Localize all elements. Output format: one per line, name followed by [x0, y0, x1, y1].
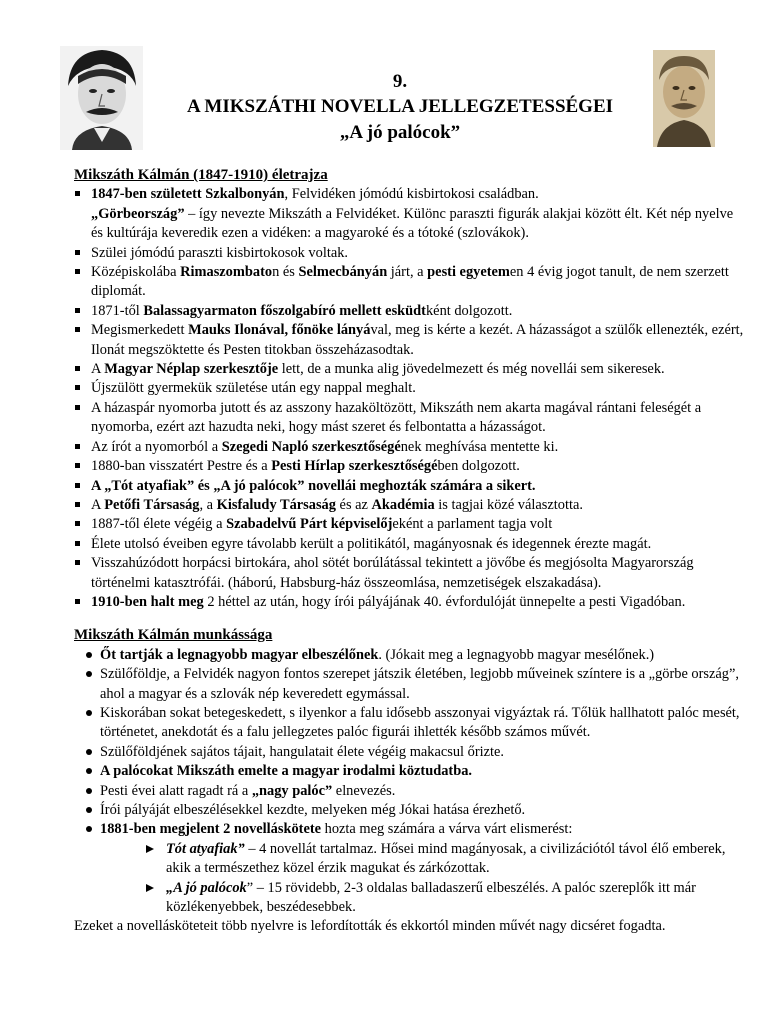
text-segment: n és	[272, 264, 299, 281]
text-segment: Selmecbányán	[298, 264, 388, 281]
text-segment: Megismerkedett	[91, 322, 189, 339]
works-item	[74, 743, 744, 762]
page-subtitle: „A jó palócok”	[339, 122, 461, 143]
document-body	[74, 166, 744, 937]
text-segment: is tagjai közé választotta.	[434, 496, 583, 513]
text-segment: és az	[335, 496, 372, 513]
text-segment: elnevezés.	[332, 782, 396, 799]
text-segment: Balassagyarmaton főszolgabíró mellett esküdt	[143, 302, 426, 319]
text-segment: – 4 novellát tartalmaz. Hősei mind magányosak, a civilizációtól távol élő emberek, akik a természethez közel érzik magukat és zárkózottak.	[166, 840, 726, 877]
text-segment: Kiskorában sokat betegeskedett, s ilyenkor a falu idősebb asszonyai vigyáztak rá. Tőlük hallhatott palóc mesét, történetet, anekdotát és a falu jellegzetes palóc figurái ihlették később számos művét.	[100, 704, 740, 741]
text-segment: – így nevezte Mikszáth a Felvidéket. Különc paraszti figurák alakjai között élt. Két nép nyelve és kultúrája keveredik ezen a vidéken: a magyaroké és a tótoké (szlovákok).	[91, 205, 734, 242]
text-segment: eként a parlament tagja volt	[392, 516, 553, 533]
text-segment: . (Jókait meg a legnagyobb magyar mesélőnek.)	[378, 646, 655, 663]
biography-item	[74, 515, 744, 534]
text-segment: hozta meg számára a várva várt elismerést:	[321, 821, 573, 838]
works-item	[74, 646, 744, 665]
text-segment: Őt tartják a legnagyobb magyar elbeszélőnek	[100, 646, 379, 663]
closing-paragraph: Ezeket a novellásköteteit több nyelvre is lefordították és ekkortól minden művét nagy dicséret fogadta.	[74, 918, 666, 935]
portrait-old-image	[653, 50, 715, 147]
text-segment: Írói pályáját elbeszélésekkel kezdte, melyeken még Jókai hatása érezhető.	[100, 802, 526, 818]
works-item	[74, 820, 744, 839]
text-segment: Szabadelvű Párt képviselőj	[226, 516, 393, 533]
lesson-number: 9.	[392, 71, 408, 92]
text-segment: A „Tót atyafiak” és „A jó palócok” novellái meghozták számára a sikert.	[91, 477, 536, 494]
biography-item	[74, 321, 744, 360]
text-segment: járt, a	[387, 264, 428, 281]
text-segment: ” – 15 rövidebb, 2-3 oldalas balladaszerű elbeszélés. A palóc szereplők itt már közlékenyebbek, beszédesebbek.	[166, 879, 696, 916]
text-segment: 1887-től élete végéig a	[91, 516, 227, 533]
biography-item	[74, 554, 744, 593]
biography-item	[74, 593, 744, 612]
biography-item	[74, 302, 744, 321]
biography-item	[74, 185, 744, 204]
text-segment: Szegedi Napló szerkesztőségé	[221, 438, 401, 455]
text-segment: ben dolgozott.	[437, 458, 520, 475]
works-item	[74, 782, 744, 801]
text-segment: pesti egyetem	[427, 264, 510, 281]
text-segment: Az írót a nyomorból a	[91, 438, 222, 455]
text-segment: Tót atyafiak”	[166, 840, 245, 857]
text-segment: „A jó palócok	[166, 879, 247, 896]
portrait-young-image	[60, 46, 143, 150]
works-item	[74, 762, 744, 781]
works-item	[74, 704, 744, 743]
text-segment: 1847-ben született Szkalbonyán	[91, 186, 285, 203]
text-segment: 1881-ben megjelent 2 novelláskötete	[100, 821, 322, 838]
text-segment: Pesti évei alatt ragadt rá a	[100, 782, 252, 799]
portrait-old-mikszath	[653, 50, 715, 147]
text-segment: Pesti Hírlap szerkesztőségé	[271, 458, 438, 475]
text-segment: Szülőföldje, a Felvidék nagyon fontos szerepet játszik életében, legjobb műveinek színtere is a „görbe ország”, ahol a magyar és a szlovák nép keveredett egymással.	[100, 666, 739, 702]
text-segment: 1910-ben halt meg	[91, 593, 204, 610]
biography-item	[74, 244, 744, 263]
works-sub-list	[74, 840, 744, 918]
text-segment: Mauks Ilonával, főnöke lányá	[188, 322, 371, 339]
text-segment: val, meg is kérte a kezét. A házasságot a szülők ellenezték, ezért, Ilonát megszöktette és Pesten titokban összeházasodtak.	[91, 322, 744, 358]
text-segment: A házaspár nyomorba jutott és az asszony hazaköltözött, Mikszáth nem akarta magával rántani feleségét a nyomorba, ezért azt hazudta neki, hogy mást szeret és felbontatta a házasságot.	[91, 399, 702, 436]
text-segment: Visszahúzódott horpácsi birtokára, ahol sötét borúlátással tekintett a jövőbe és megjósolta Magyarország történelmi katasztrófái. (háború, Habsburg-ház összeomlása, nemzetiségek elszakadása).	[91, 555, 694, 591]
biography-heading: Mikszáth Kálmán (1847-1910) életrajza	[74, 167, 328, 183]
text-segment: 1871-től	[91, 302, 144, 319]
page-title: A MIKSZÁTHI NOVELLA JELLEGZETESSÉGEI	[186, 96, 614, 117]
text-segment: „nagy palóc”	[251, 782, 333, 799]
biography-item	[74, 535, 744, 554]
works-list	[74, 646, 744, 840]
portrait-young-mikszath	[60, 46, 143, 150]
biography-item	[74, 379, 744, 398]
text-segment: 1880-ban visszatért Pestre és a	[91, 458, 272, 475]
works-sub-item	[74, 879, 744, 918]
text-segment: Középiskolába	[91, 264, 181, 281]
biography-list	[74, 185, 744, 612]
works-item	[74, 801, 744, 820]
text-segment: Magyar Néplap szerkesztője	[104, 361, 279, 378]
works-heading: Mikszáth Kálmán munkássága	[74, 627, 273, 644]
text-segment: nek meghívása mentette ki.	[400, 438, 559, 455]
text-segment: Petőfi Társaság	[104, 496, 200, 513]
biography-item	[74, 457, 744, 476]
biography-item	[74, 205, 744, 244]
text-segment: lett, de a munka alig jövedelmezett és még novellái sem sikeresek.	[278, 361, 665, 378]
text-segment: , a	[199, 496, 217, 513]
text-segment: A	[91, 496, 105, 513]
text-segment: 2 héttel az után, hogy írói pályájának 40. évfordulóját ünnepelte a pesti Vigadóban.	[203, 593, 686, 610]
text-segment: Élete utolsó éveiben egyre távolabb került a politikától, magányosnak és idegennek érezte magát.	[91, 535, 652, 552]
text-segment: Rimaszombato	[180, 264, 273, 281]
text-segment: , Felvidéken jómódú kisbirtokosi családban.	[284, 186, 539, 203]
biography-item	[74, 399, 744, 438]
text-segment: „Görbeország”	[91, 205, 185, 222]
text-segment: Szülei jómódú paraszti kisbirtokosok voltak.	[91, 244, 349, 261]
text-segment: en 4 évig jogot tanult, de nem szerzett diplomát.	[91, 264, 729, 300]
biography-item	[74, 477, 744, 496]
text-segment: A	[91, 361, 105, 378]
text-segment: A palócokat Mikszáth emelte a magyar irodalmi köztudatba.	[100, 763, 473, 780]
text-segment: Újszülött gyermekük születése után egy nappal meghalt.	[91, 380, 416, 397]
works-item	[74, 665, 744, 704]
biography-item	[74, 496, 744, 515]
biography-item	[74, 263, 744, 302]
biography-item	[74, 438, 744, 457]
biography-item	[74, 360, 744, 379]
text-segment: Kisfaludy Társaság	[216, 496, 336, 513]
text-segment: ként dolgozott.	[425, 302, 513, 319]
works-sub-item	[74, 840, 744, 879]
text-segment: Szülőföldjének sajátos tájait, hangulatait élete végéig makacsul őrizte.	[100, 743, 504, 760]
text-segment: Akadémia	[371, 496, 435, 513]
